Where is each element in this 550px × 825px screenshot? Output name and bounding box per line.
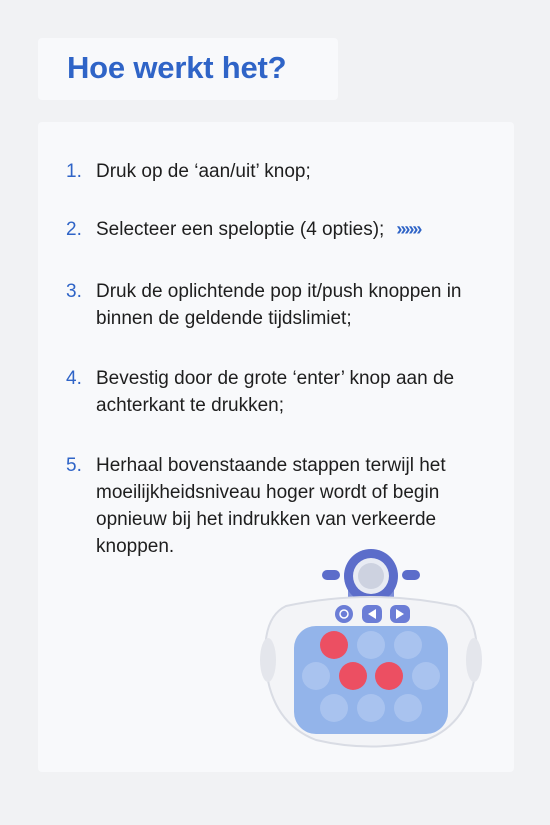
- step-text: Druk de oplichtende pop it/push knoppen in binnen de geldende tijdslimiet;: [96, 281, 462, 329]
- step-item: [66, 452, 506, 560]
- chevrons-right-icon: »»»: [396, 219, 421, 239]
- title-box: [38, 38, 338, 100]
- page-title: Hoe werkt het?: [67, 50, 287, 85]
- step-number: 3.: [66, 281, 82, 302]
- step-text: Druk op de ‘aan/uit’ knop;: [96, 161, 311, 182]
- step-item: [66, 365, 506, 419]
- step-item: [66, 278, 506, 332]
- step-item: [66, 216, 506, 243]
- power-button: [335, 605, 353, 623]
- pop-it-console-image: [256, 548, 486, 753]
- step-text: Selecteer een speloptie (4 opties);: [96, 219, 385, 240]
- step-text: Herhaal bovenstaande stappen terwijl het moeilijkheidsniveau hoger wordt of begin opnieuw bij het indrukken van verkeerde knoppen.: [96, 455, 446, 557]
- step-number: 2.: [66, 219, 82, 240]
- step-text: Bevestig door de grote ‘enter’ knop aan de achterkant te drukken;: [96, 368, 455, 416]
- step-number: 4.: [66, 368, 82, 389]
- step-number: 1.: [66, 161, 82, 182]
- step-number: 5.: [66, 455, 82, 476]
- step-item: [66, 158, 506, 185]
